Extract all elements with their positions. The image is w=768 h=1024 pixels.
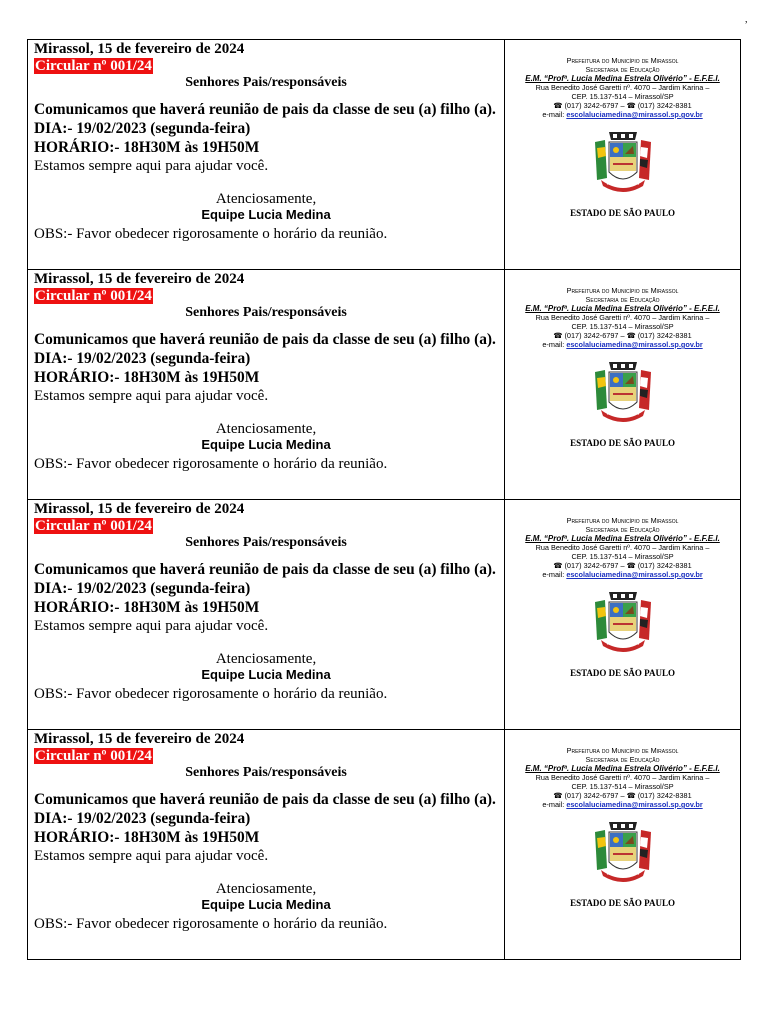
coat-of-arms-icon xyxy=(589,128,657,198)
phone-line: ☎ (017) 3242-6797 – ☎ (017) 3242-8381 xyxy=(553,331,692,340)
notice-copy xyxy=(28,730,741,960)
secretaria-line: Secretaria de Educação xyxy=(585,755,660,764)
regards: Atenciosamente, xyxy=(215,191,317,207)
meeting-date: DIA:- 19/02/2023 (segunda-feira) xyxy=(34,810,251,827)
letterhead-cell xyxy=(505,40,741,270)
addressee: Senhores Pais/responsáveis xyxy=(185,765,347,780)
email-label: e-mail: xyxy=(542,110,565,119)
email-link[interactable]: escolaluciamedina@mirassol.sp.gov.br xyxy=(566,110,703,119)
regards: Atenciosamente, xyxy=(215,881,317,897)
notice-text-cell xyxy=(28,270,505,500)
letterhead xyxy=(505,746,740,809)
coat-of-arms-icon xyxy=(589,818,657,888)
email-link[interactable]: escolaluciamedina@mirassol.sp.gov.br xyxy=(566,570,703,579)
email-line xyxy=(505,110,740,119)
state-name: ESTADO DE SÃO PAULO xyxy=(570,438,675,448)
notice-sheet xyxy=(27,39,741,960)
address-line-1: Rua Benedito José Garetti nº. 4070 – Jardim Karina – xyxy=(535,83,710,92)
circular-number: Circular nº 001/24 xyxy=(35,748,152,764)
prefeitura-line: Prefeitura do Município de Mirassol xyxy=(566,56,679,65)
email-label: e-mail: xyxy=(542,340,565,349)
state-name: ESTADO DE SÃO PAULO xyxy=(570,208,675,218)
help-line: Estamos sempre aqui para ajudar você. xyxy=(34,388,269,404)
meeting-date: DIA:- 19/02/2023 (segunda-feira) xyxy=(34,580,251,597)
phone-line: ☎ (017) 3242-6797 – ☎ (017) 3242-8381 xyxy=(553,561,692,570)
school-name: E.M. “Profª. Lucia Medina Estrela Olivério” - E.F.E.I. xyxy=(525,304,720,313)
notice-text-cell xyxy=(28,40,505,270)
letterhead-cell xyxy=(505,500,741,730)
city-date: Mirassol, 15 de fevereiro de 2024 xyxy=(34,731,245,747)
meeting-time: HORÁRIO:- 18H30M às 19H50M xyxy=(34,139,260,156)
meeting-date: DIA:- 19/02/2023 (segunda-feira) xyxy=(34,120,251,137)
addressee: Senhores Pais/responsáveis xyxy=(185,75,347,90)
observation: OBS:- Favor obedecer rigorosamente o horário da reunião. xyxy=(34,686,388,702)
secretaria-line: Secretaria de Educação xyxy=(585,525,660,534)
address-line-2: CEP. 15.137-514 – Mirassol/SP xyxy=(571,322,674,331)
school-name: E.M. “Profª. Lucia Medina Estrela Olivério” - E.F.E.I. xyxy=(525,74,720,83)
signature-team: Equipe Lucia Medina xyxy=(201,897,331,912)
notice-copy xyxy=(28,40,741,270)
address-line-1: Rua Benedito José Garetti nº. 4070 – Jardim Karina – xyxy=(535,543,710,552)
corner-mark: , xyxy=(745,14,748,25)
signature-team: Equipe Lucia Medina xyxy=(201,437,331,452)
email-line xyxy=(505,800,740,809)
regards: Atenciosamente, xyxy=(215,651,317,667)
city-date: Mirassol, 15 de fevereiro de 2024 xyxy=(34,271,245,287)
city-date: Mirassol, 15 de fevereiro de 2024 xyxy=(34,501,245,517)
prefeitura-line: Prefeitura do Município de Mirassol xyxy=(566,286,679,295)
notice-body: Comunicamos que haverá reunião de pais da classe de seu (a) filho (a). xyxy=(34,561,496,578)
prefeitura-line: Prefeitura do Município de Mirassol xyxy=(566,516,679,525)
school-name: E.M. “Profª. Lucia Medina Estrela Olivério” - E.F.E.I. xyxy=(525,764,720,773)
coat-of-arms-icon xyxy=(589,358,657,428)
signature-team: Equipe Lucia Medina xyxy=(201,667,331,682)
school-name: E.M. “Profª. Lucia Medina Estrela Olivério” - E.F.E.I. xyxy=(525,534,720,543)
notice-copy xyxy=(28,270,741,500)
letterhead-cell xyxy=(505,730,741,960)
observation: OBS:- Favor obedecer rigorosamente o horário da reunião. xyxy=(34,916,388,932)
notice-body: Comunicamos que haverá reunião de pais da classe de seu (a) filho (a). xyxy=(34,101,496,118)
meeting-date: DIA:- 19/02/2023 (segunda-feira) xyxy=(34,350,251,367)
help-line: Estamos sempre aqui para ajudar você. xyxy=(34,848,269,864)
secretaria-line: Secretaria de Educação xyxy=(585,295,660,304)
address-line-1: Rua Benedito José Garetti nº. 4070 – Jardim Karina – xyxy=(535,313,710,322)
circular-number: Circular nº 001/24 xyxy=(35,518,152,534)
notice-text-cell xyxy=(28,730,505,960)
address-line-2: CEP. 15.137-514 – Mirassol/SP xyxy=(571,92,674,101)
prefeitura-line: Prefeitura do Município de Mirassol xyxy=(566,746,679,755)
email-label: e-mail: xyxy=(542,800,565,809)
notice-text-cell xyxy=(28,500,505,730)
circular-number: Circular nº 001/24 xyxy=(35,58,152,74)
email-link[interactable]: escolaluciamedina@mirassol.sp.gov.br xyxy=(566,800,703,809)
meeting-time: HORÁRIO:- 18H30M às 19H50M xyxy=(34,599,260,616)
letterhead xyxy=(505,56,740,119)
meeting-time: HORÁRIO:- 18H30M às 19H50M xyxy=(34,369,260,386)
meeting-time: HORÁRIO:- 18H30M às 19H50M xyxy=(34,829,260,846)
circular-number: Circular nº 001/24 xyxy=(35,288,152,304)
notice-body: Comunicamos que haverá reunião de pais da classe de seu (a) filho (a). xyxy=(34,331,496,348)
help-line: Estamos sempre aqui para ajudar você. xyxy=(34,618,269,634)
notice-body: Comunicamos que haverá reunião de pais da classe de seu (a) filho (a). xyxy=(34,791,496,808)
help-line: Estamos sempre aqui para ajudar você. xyxy=(34,158,269,174)
email-line xyxy=(505,570,740,579)
phone-line: ☎ (017) 3242-6797 – ☎ (017) 3242-8381 xyxy=(553,791,692,800)
email-line xyxy=(505,340,740,349)
letterhead xyxy=(505,286,740,349)
observation: OBS:- Favor obedecer rigorosamente o horário da reunião. xyxy=(34,226,388,242)
address-line-2: CEP. 15.137-514 – Mirassol/SP xyxy=(571,782,674,791)
letterhead xyxy=(505,516,740,579)
notice-copy xyxy=(28,500,741,730)
addressee: Senhores Pais/responsáveis xyxy=(185,535,347,550)
signature-team: Equipe Lucia Medina xyxy=(201,207,331,222)
state-name: ESTADO DE SÃO PAULO xyxy=(570,668,675,678)
addressee: Senhores Pais/responsáveis xyxy=(185,305,347,320)
secretaria-line: Secretaria de Educação xyxy=(585,65,660,74)
regards: Atenciosamente, xyxy=(215,421,317,437)
observation: OBS:- Favor obedecer rigorosamente o horário da reunião. xyxy=(34,456,388,472)
email-link[interactable]: escolaluciamedina@mirassol.sp.gov.br xyxy=(566,340,703,349)
letterhead-cell xyxy=(505,270,741,500)
address-line-1: Rua Benedito José Garetti nº. 4070 – Jardim Karina – xyxy=(535,773,710,782)
phone-line: ☎ (017) 3242-6797 – ☎ (017) 3242-8381 xyxy=(553,101,692,110)
state-name: ESTADO DE SÃO PAULO xyxy=(570,898,675,908)
coat-of-arms-icon xyxy=(589,588,657,658)
address-line-2: CEP. 15.137-514 – Mirassol/SP xyxy=(571,552,674,561)
city-date: Mirassol, 15 de fevereiro de 2024 xyxy=(34,41,245,57)
email-label: e-mail: xyxy=(542,570,565,579)
